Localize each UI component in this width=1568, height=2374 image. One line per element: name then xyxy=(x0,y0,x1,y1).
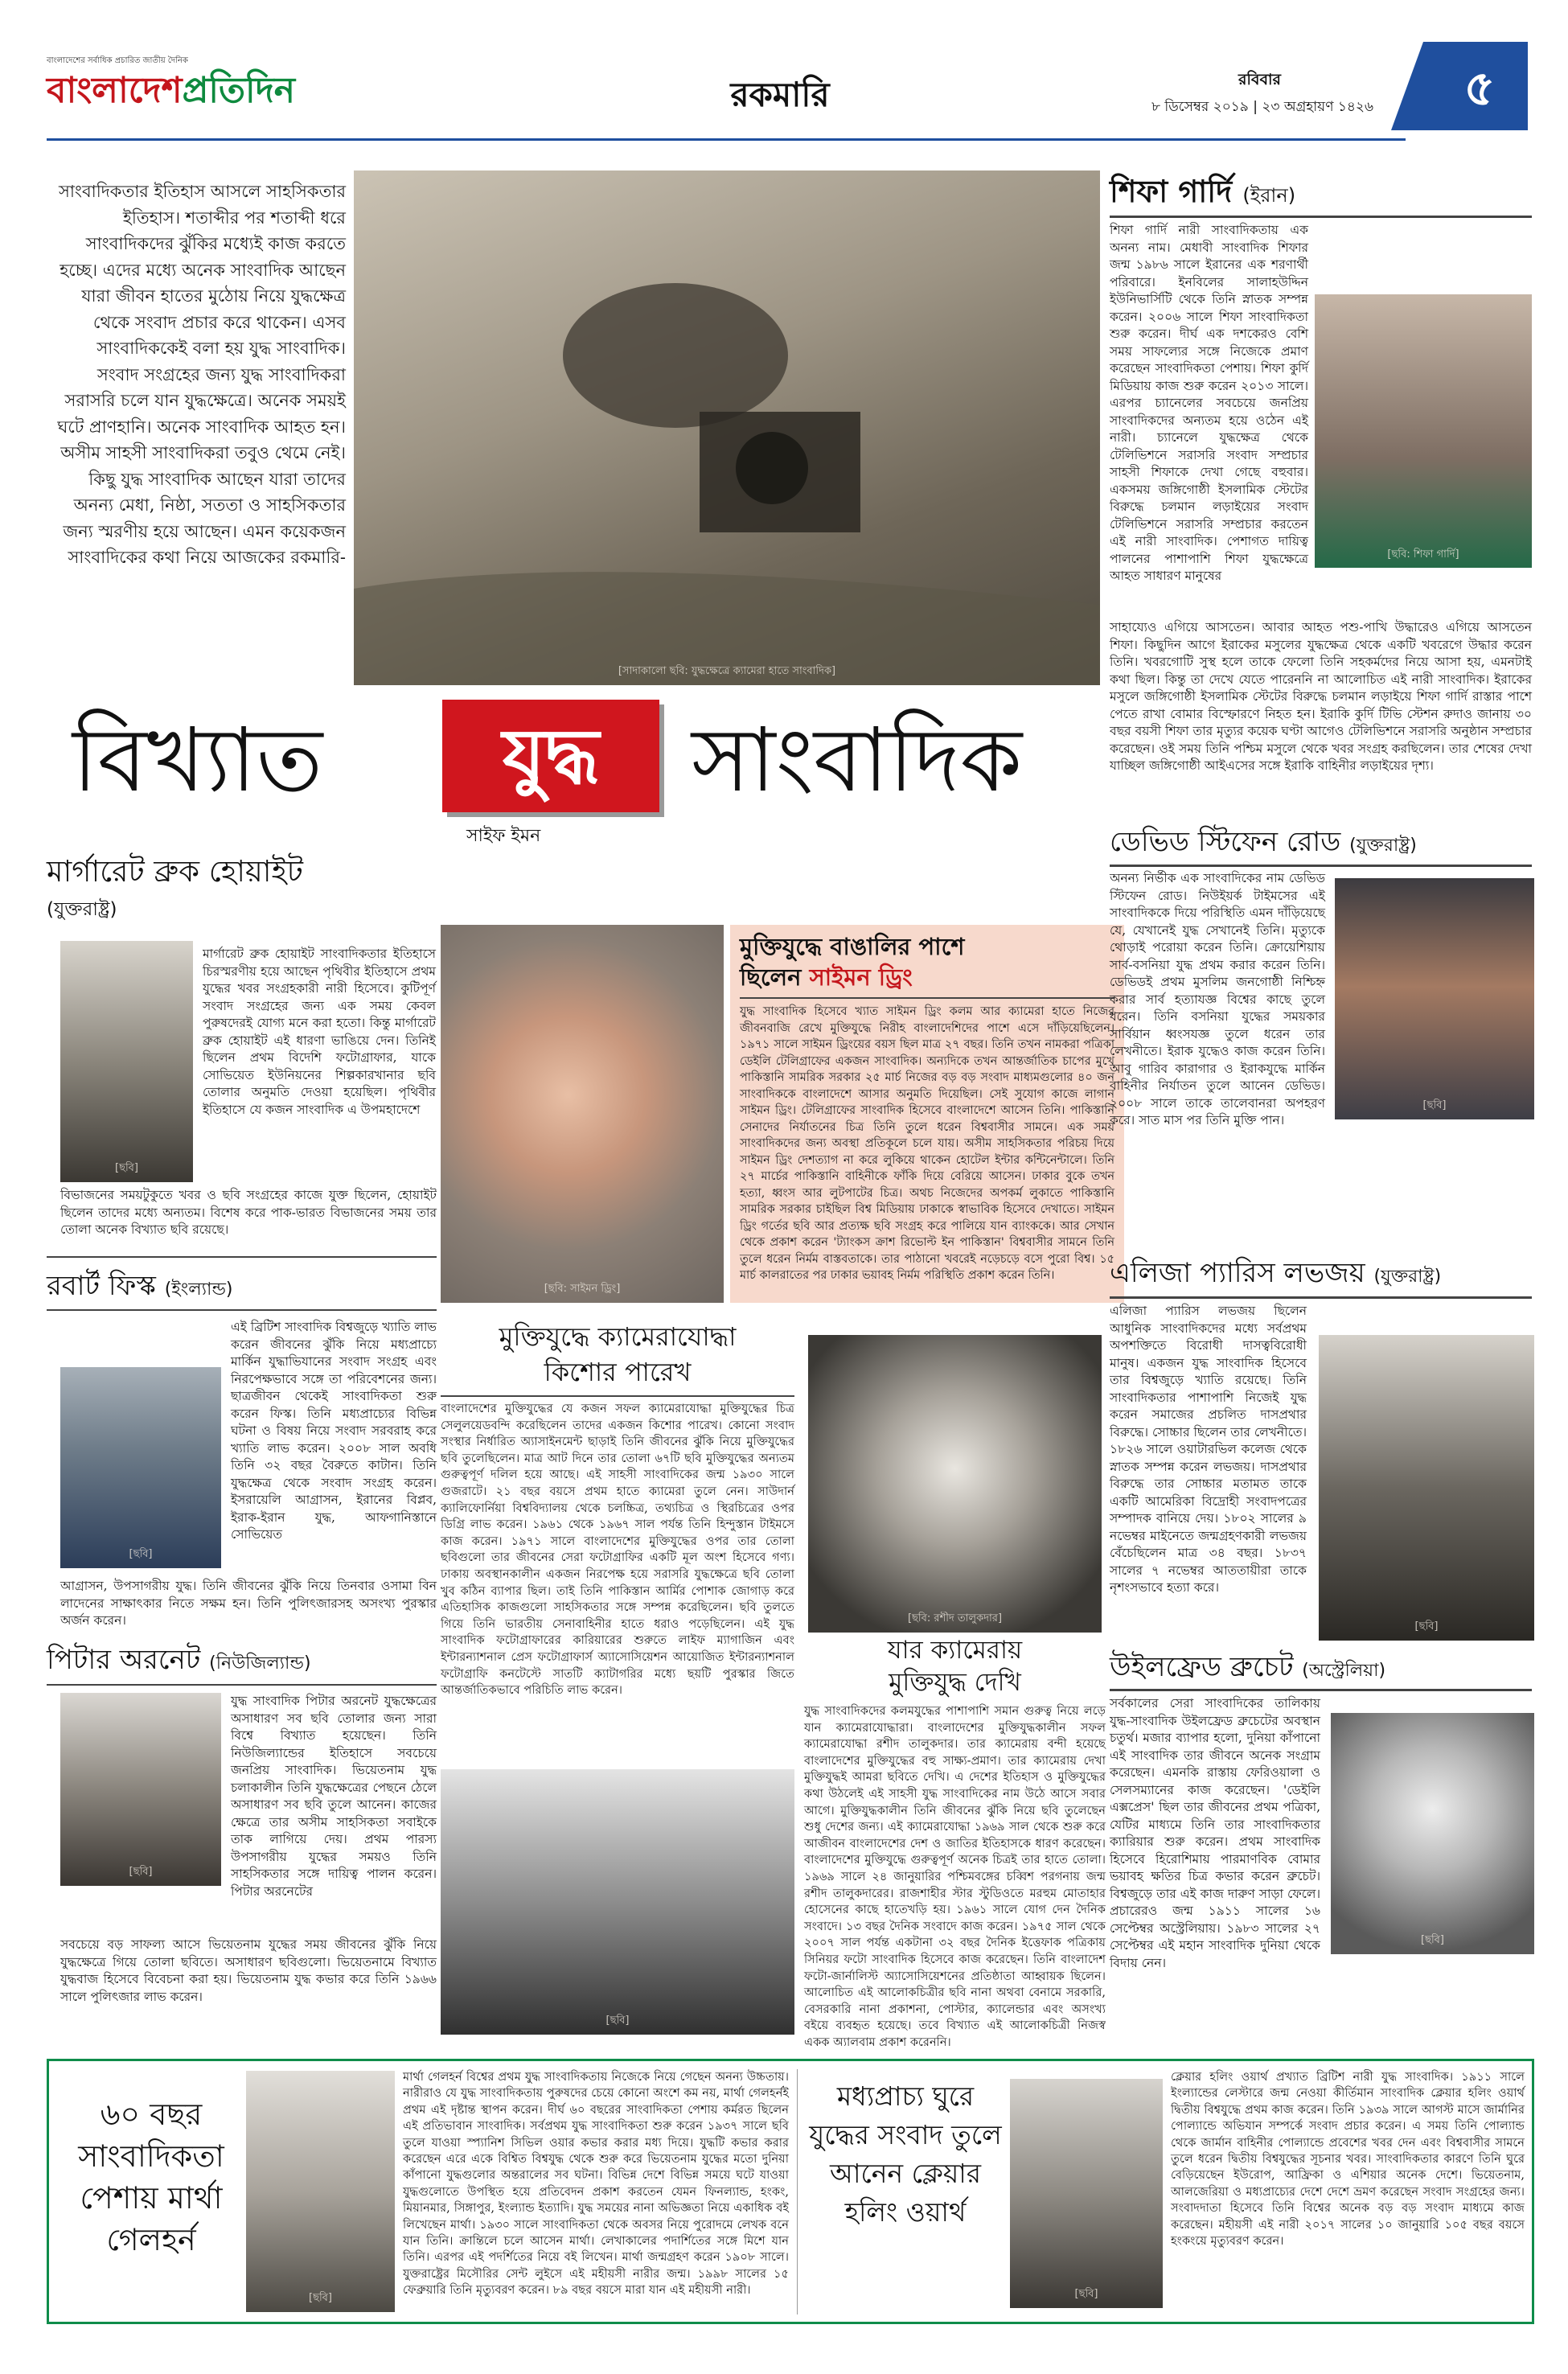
shifa-heading-rule xyxy=(1110,216,1532,218)
simon-heading-1: মুক্তিযুদ্ধে বাঙালির পাশে xyxy=(740,933,965,960)
eliza-photo-label: [ছবি] xyxy=(1414,1620,1439,1633)
simon-text: যুদ্ধ সাংবাদিক হিসেবে খ্যাত সাইমন ড্রিং কলম আর ক্যামেরা হাতে নিজের জীবনবাজি রেখে মুক্তিযুদ্ধে নিরীহ বাংলাদেশিদের পাশে এসে দাঁড়িয়েছিলেন। ১৯৭১ সালে সাইমন ড্রিংয়ের বয়স ছিল মাত্র ২৭ বছর। তিনি তখন নামকরা পত্রিকা ডেইলি টেলিগ্রাফের একজন সাংবাদিক। অন্যদিকে তখন আন্তর্জাতিক চাপের মুখে পাকিস্তানি সামরিক সরকার ২৫ মার্চ নিজের বড় বড় সংবাদ মাধ্যমগুলোর ৪০ জন সাংবাদিককে বাংলাদেশে আসার অনুমতি দিয়েছিল। সেই সুযোগ কাজে লাগান সাইমন ড্রিং। টেলিগ্রাফের সাংবাদিক হিসেবে বাংলাদেশে আসেন তিনি। পাকিস্তানি সেনাদের নির্যাতনের চিত্র তিনি তুলে ধরেন বিশ্ববাসীর সামনে। এক সময় সাংবাদিকদের জন্য অবস্থা প্রতিকূলে চলে যায়। অসীম সাহসিকতার পরিচয় দিয়ে সাইমন ড্রিং দেশত্যাগ না করে লুকিয়ে থাকেন হোটেল ইন্টার কন্টিনেন্টালে। তিনি ২৭ মার্চের পাকিস্তানি বাহিনীকে ফাঁকি দিয়ে বেরিয়ে আসেন। ঢাকার বুকে তখন হত্যা, ধ্বংস আর লুটপাটের চিত্র। অথচ নিজেদের অপকর্ম লুকাতে পাকিস্তানি সামরিক সরকার চাইছিল বিশ্ব মিডিয়ায় ঢাকাকে স্বাভাবিক হিসেবে দেখাতে। সাইমন ড্রিং গর্তের ছবি আর প্রত্যক্ষ ছবি সংগ্রহ করে পালিয়ে যান ব্যাংককে। আর সেখান থেকে প্রকাশ করেন 'ট্যাংকস ক্রাশ রিভোল্ট ইন পাকিস্তান' বিশ্ববাসীর সামনে তিনি তুলে ধরেন নির্মম বাস্তবতাকে। তার পাঠানো খবরেই নড়েচড়ে বসে পুরো বিশ্ব। ১৫ মার্চ কালরাতের পর ঢাকার ভয়াবহ নির্মম পরিস্থিতি প্রকাশ করেন তিনি। xyxy=(740,1005,1114,1282)
war-photographer-illustration xyxy=(354,170,1100,685)
section-title: রকমারি xyxy=(730,75,830,114)
war-photographer-photo xyxy=(354,170,1100,685)
clare-photo xyxy=(1010,2079,1163,2308)
david-name: ডেভিড স্টিফেন রোড xyxy=(1110,826,1341,858)
peter-photo-label: [ছবি] xyxy=(129,1866,153,1878)
rashid-heading-2: মুক্তিযুদ্ধ দেখি xyxy=(889,1668,1021,1697)
masthead xyxy=(0,0,1568,145)
margaret-photo xyxy=(60,941,193,1182)
shifa-photo-label: [ছবি: শিফা গার্দি] xyxy=(1387,548,1459,561)
simon-heading-name: সাইমন ড্রিং xyxy=(809,963,913,991)
robert-country: (ইংল্যান্ড) xyxy=(164,1279,233,1300)
margaret-text-1: মার্গারেট ব্রুক হোয়াইট সাংবাদিকতার ইতিহাসে চিরস্মরণীয় হয়ে আছেন পৃথিবীর ইতিহাসে প্রথম যুদ্ধের খবর সংগ্রহকারী নারী হিসেবে। কুটিপূর্ণ সংবাদ সংগ্রহের জন্য এক সময় কেবল পুরুষদেরই যোগ্য মনে করা হতো। কিন্তু মার্গারেট ব্রুক হোয়াইট এই ধারণা ভাঙিয়ে দেন। তিনিই ছিলেন প্রথম বিদেশি ফটোগ্রাফার, যাকে সোভিয়েত ইউনিয়নের শিল্পকারখানার ছবি তোলার অনুমতি দেওয়া হয়েছিল। পৃথিবীর ইতিহাসে যে কজন সাংবাদিক এ উপমহাদেশে xyxy=(203,947,436,1117)
main-title-right: সাংবাদিক xyxy=(692,709,1023,811)
page-number: ৫ xyxy=(1463,60,1496,117)
peter-text-2: সবচেয়ে বড় সাফল্য আসে ভিয়েতনাম যুদ্ধের সময় জীবনের ঝুঁকি নিয়ে যুদ্ধক্ষেত্রে গিয়ে তোলা ছবিতে। অসাধারণ ছবিগুলো। ভিয়েতনামে বিখ্যাত যুদ্ধবাজ হিসেবে বিবেচনা করা হয়। ভিয়েতনাম যুদ্ধ কভার করে তিনি ১৯৬৬ সালে পুলিৎজার লাভ করেন। xyxy=(60,1937,437,2004)
margaret-text-2: বিভাজনের সময়টুকুতে খবর ও ছবি সংগ্রহের কাজে যুক্ত ছিলেন, হোয়াইট ছিলেন তাদের মধ্যে অন্যতম। বিশেষ করে পাক-ভারত বিভাজনের সময় তার তোলা অনেক বিখ্যাত ছবি রয়েছে। xyxy=(60,1188,437,1237)
martha-text: মার্থা গেলহর্ন বিশ্বের প্রথম যুদ্ধ সাংবাদিকতায় নিজেকে নিয়ে গেছেন অনন্য উচ্চতায়। নারীরাও যে যুদ্ধ সাংবাদিকতায় পুরুষদের চেয়ে কোনো অংশে কম নয়, মার্থা গেলহর্নই প্রথম এই দৃষ্টান্ত স্থাপন করেন। দীর্ঘ ৬০ বছরের সাংবাদিকতা পেশায় কর্মরত ছিলেন এই প্রতিভাবান সাংবাদিক। সর্বপ্রথম যুদ্ধ সাংবাদিকতা শুরু করেন ১৯৩৭ সালে ছবি তুলে যাওয়া স্প্যানিশ সিভিল ওয়ার কভার করার মধ্য দিয়ে। যুদ্ধটি কভার করার করেছেন এরে একে বিশ্বিত বিশ্বযুদ্ধ থেকে শুরু করে ভিয়েতনাম যুদ্ধের মতো দুনিয়া কাঁপানো যুদ্ধগুলোর অন্তরালের সব ঘটনা। বিভিন্ন দেশে বিভিন্ন সময়ে ঘটে যাওয়া যুদ্ধগুলোতে উপস্থিত হয়ে প্রতিবেদন প্রকাশ করতেন যেমন ফিনল্যান্ড, হংকং, মিয়ানমার, সিঙ্গাপুর, ইংল্যান্ড ইত্যাদি। যুদ্ধ সময়ের নানা অভিজ্ঞতা নিয়ে একাধিক বই লিখেছেন মার্থা। ১৯৩০ সালে সাংবাদিকতা থেকে অবসর নিয়ে পুরোদমে লেখক বনে যান তিনি। ক্রান্তিলে চলে আসেন মার্থা। লেখাকালের পদার্শিতের সঙ্গে মিশে যান তিনি। এরপর এই পদর্শিতের নিয়ে বই লিখেন। মার্থা জন্মগ্রহণ করেন ১৯০৮ সালে। যুক্তরাষ্ট্রের মিসৌরির সেন্ট লুইসে এই মহীয়সী নারীর জন্ম। ১৯৯৮ সালের ১৫ ফেব্রুয়ারি তিনি মৃত্যুবরণ করেন। ৮৯ বছর বয়সে মারা যান এই মহীয়সী নারী। xyxy=(403,2070,789,2298)
eliza-heading xyxy=(1110,1253,1560,1297)
eliza-country: (যুক্তরাষ্ট্র) xyxy=(1373,1267,1442,1287)
david-photo-label: [ছবি] xyxy=(1422,1099,1447,1111)
simon-heading-rule xyxy=(740,997,1114,999)
shifa-name: শিফা গার্দি xyxy=(1110,174,1233,209)
main-title xyxy=(40,700,1118,820)
robert-text-2: আগ্রাসন, উপসাগরীয় যুদ্ধ। তিনি জীবনের ঝুঁকি নিয়ে তিনবার ওসামা বিন লাদেনের সাক্ষাৎকার নিতে সক্ষম হন। তিনি পুলিৎজারসহ অসংখ্য পুরস্কার অর্জন করেন। xyxy=(60,1579,437,1628)
robert-heading-rule xyxy=(47,1309,437,1311)
martha-photo xyxy=(246,2071,395,2312)
simon-photo xyxy=(441,925,724,1303)
rashid-heading-1: যার ক্যামেরায় xyxy=(887,1636,1023,1665)
robert-photo xyxy=(60,1367,221,1568)
margaret-photo-label: [ছবি] xyxy=(115,1162,138,1174)
david-heading xyxy=(1110,822,1560,866)
masthead-rule xyxy=(47,138,1406,141)
rashid-photo xyxy=(808,1335,1102,1633)
peter-heading-rule xyxy=(47,1684,437,1686)
kishore-text: বাংলাদেশের মুক্তিযুদ্ধের যে কজন সফল ক্যামেরাযোদ্ধা মুক্তিযুদ্ধের চিত্র সেলুলয়েডবন্দি করেছিলেন তাদের একজন কিশোর পারেখ। কোনো সংবাদ সংস্থার নির্ধারিত অ্যাসাইনমেন্ট ছাড়াই তিনি জীবনের ঝুঁকি নিয়ে মুক্তিযুদ্ধের ছবি তুলেছিলেন। মাত্র আট দিনে তার তোলা ৬৭টি ছবি মুক্তিযুদ্ধের অন্যতম গুরুত্বপূর্ণ দলিল হয়ে আছে। এই সাহসী সাংবাদিকের জন্ম ১৯৩০ সালে গুজরাটে। ২১ বছর বয়সে প্রথম হাতে ক্যামেরা তুলে নেন। সাউদার্ন ক্যালিফোর্নিয়া বিশ্ববিদ্যালয় থেকে চলচ্চিত্র, তথ্যচিত্র ও স্থিরচিত্রের ওপর ডিগ্রি লাভ করেন। ১৯৬১ থেকে ১৯৬৭ সাল পর্যন্ত তিনি হিন্দুস্তান টাইমসে কাজ করেন। ১৯৭১ সালে বাংলাদেশের মুক্তিযুদ্ধের ওপর তার তোলা ছবিগুলো তার জীবনের সেরা ফটোগ্রাফির একটি মূল অংশ হিসেবে গণ্য। ঢাকায় অবস্থানকালীন একজন নিরপেক্ষ হয়ে সরাসরি যুদ্ধক্ষেত্রে ছবি তোলা খুব কঠিন ব্যাপার ছিল। তাই তিনি পাকিস্তান আর্মির পোশাক জোগাড় করে এতিহাসিক কাজগুলো সাহসিকতার সঙ্গে সম্পন্ন করেছিলেন। ছবি তুলতে গিয়ে তিনি ভারতীয় সেনাবাহিনীর হাতে ধরাও পড়েছিলেন। এই যুদ্ধ সাংবাদিক ফটোগ্রাফারের কারিয়ারের শুরুতে লাইফ ম্যাগাজিন এবং ইন্টারন্যাশনাল প্রেস ফটোগ্রাফার্স অ্যাসোসিয়েশন আয়োজিত ইন্টারন্যাশনাল ফটোগ্রাফি কনটেস্টে সাতটি ক্যাটাগরির মধ্যে ছয়টি পুরস্কার জিতে আন্তর্জাতিকভাবে পরিচিতি লাভ করেন। xyxy=(441,1402,794,1698)
simon-heading-2: ছিলেন xyxy=(740,963,802,991)
shifa-text-2: সাহায্যেও এগিয়ে আসতেন। আবার আহত পশু-পাখি উদ্ধারেও এগিয়ে আসতেন শিফা। কিছুদিন আগে ইরাকের মসুলের যুদ্ধক্ষেত্র থেকে একটি খবরেগে উদ্ধার করেন তিনি। খবরগোটি সুস্থ হলে তাকে ফেলো তিনি সহকর্মদের নিয়ে আসা হয়, এমনটাই কথা ছিল। কিন্তু তা দেখে যেতে পারেননি না আলোচিত এই নারী সাংবাদিক। ইরাকের মসুলে জঙ্গিগোষ্ঠী ইসলামিক স্টেটের বিরুদ্ধে চলমান লড়াইয়ে শিফা গার্দি রাস্তার পাশে পেতে রাখা বোমার বিস্ফোরণে নিহত হন। ইরাকি কুর্দি টিভি স্টেশন রুদাও জানায় ৩০ বছর বয়সী শিফা তার মৃত্যুর কয়েক ঘণ্টা আগেও টেলিভিশনে সরাসরি অনুষ্ঠান সম্প্রচার করেছেন। ওই সময় তিনি পশ্চিম মসুলে থেকে খবর সংগ্রহ করছিলেন। তার শেষের দেখা যাচ্ছিল জঙ্গিগোষ্ঠী আইএসের সঙ্গে ইরাকি বাহিনীর লড়াইয়ের দৃশ্য। xyxy=(1110,620,1532,773)
eliza-photo xyxy=(1319,1335,1534,1641)
rashid-photo-label: [ছবি: রশীদ তালুকদার] xyxy=(907,1612,1003,1624)
rashid-heading xyxy=(808,1634,1102,1698)
clare-heading: মধ্যপ্রাচ্য ঘুরে যুদ্ধের সংবাদ তুলে আনেন ক্লেয়ার হলিং ওয়ার্থ xyxy=(809,2080,1002,2228)
david-photo xyxy=(1335,878,1534,1119)
clare-text: ক্লেয়ার হলিং ওয়ার্থ প্রখ্যাত ব্রিটিশ নারী যুদ্ধ সাংবাদিক। ১৯১১ সালে ইংল্যান্ডের লেস্টারে জন্ম নেওয়া কীর্তিমান সাংবাদিক ক্লেয়ার হলিং ওয়ার্থ দ্বিতীয় বিশ্বযুদ্ধে প্রথম কাজ করেন। তিনি ১৯৩৯ সালে আগস্ট মাসে জার্মানির পোল্যান্ডে অভিযান সম্পর্কে সংবাদ প্রচার করেন। এ সময় তিনি পোল্যান্ড থেকে জার্মান বাহিনীর পোল্যান্ডে প্রবেশের খবর দেন এবং বিশ্ববাসীর সামনে তুলে ধরেন দ্বিতীয় বিশ্বযুদ্ধের সূচনার খবর। সাংবাদিকতার কারণে তিনি ঘুরে বেড়িয়েছেন ইউরোপ, আফ্রিকা ও এশিয়ার অনেক দেশে। ভিয়েতনাম, আলজেরিয়া ও মধ্যপ্রাচ্যের দেশে দেশে ভ্রমণ করেছেন সংবাদ সংগ্রহের জন্য। সংবাদদাতা হিসেবে তিনি বিশ্বের অনেক বড় বড় সংবাদ মাধ্যমে কাজ করেছেন। মহীয়সী এই নারী ২০১৭ সালের ১০ জানুয়ারি ১০৫ বছর বয়সে হংকংয়ে মৃত্যুবরণ করেন। xyxy=(1171,2070,1525,2249)
intro-text: সাংবাদিকতার ইতিহাস আসলে সাহসিকতার ইতিহাস। শতাব্দীর পর শতাব্দী ধরে সাংবাদিকদের ঝুঁকির মধ্যেই কাজ করতে হচ্ছে। এদের মধ্যে অনেক সাংবাদিক আছেন যারা জীবন হাতের মুঠোয় নিয়ে যুদ্ধক্ষেত্র থেকে সংবাদ প্রচার করে থাকেন। এসব সাংবাদিককেই বলা হয় যুদ্ধ সাংবাদিক। সংবাদ সংগ্রহের জন্য যুদ্ধ সাংবাদিকরা সরাসরি চলে যান যুদ্ধক্ষেত্রে। অনেক সময়ই ঘটে প্রাণহানি। অনেক সাংবাদিক আহত হন। অসীম সাহসী সাংবাদিকরা তবুও থেমে নেই। কিছু যুদ্ধ সাংবাদিক আছেন যারা তাদের অনন্য মেধা, নিষ্ঠা, সততা ও সাহসিকতার জন্য স্মরণীয় হয়ে আছেন। এমন কয়েকজন সাংবাদিকের কথা নিয়ে আজকের রকমারি- xyxy=(57,182,346,567)
kishore-photo-label: [ছবি] xyxy=(605,2015,630,2027)
david-text: অনন্য নির্ভীক এক সাংবাদিকের নাম ডেভিড স্টিফেন রোড। নিউইয়র্ক টাইমসের এই সাংবাদিককে দিয়ে পরিস্থিতি এমন দাঁড়িয়েছে যে, যেখানেই যুদ্ধ সেখানেই তিনি। মৃত্যুকে থোড়াই পরোয়া করেন তিনি। ক্রোয়েশিয়ায় সার্ব-বসনিয়া যুদ্ধ প্রথম করার করেন তিনি। ডেভিডই প্রথম মুসলিম জনগোষ্ঠী নিশ্চিহ্ন করার সার্ব হত্যাযজ্ঞ বিশ্বের কাছে তুলে ধরেন। তিনি বসনিয়া যুদ্ধের সময়কার সার্বিয়ান ধ্বংসযজ্ঞ তুলে ধরেন তার লেখনীতে। ইরাক যুদ্ধেও কাজ করেন তিনি। আবু গারিব কারাগার ও ইরাকযুদ্ধে মার্কিন বাহিনীর নির্যাতন তুলে আনেন ডেভিড। ২০০৮ সালে তাকে তালেবানরা অপহরণ করে। সাত মাস পর তিনি মুক্তি পান। xyxy=(1110,871,1325,1127)
kishore-heading-rule xyxy=(441,1395,794,1397)
shifa-photo xyxy=(1315,294,1532,568)
margaret-name: মার্গারেট ব্রুক হোয়াইট xyxy=(47,854,303,889)
wilfred-photo xyxy=(1331,1713,1534,1954)
day-label: রবিবার xyxy=(1238,71,1281,88)
logo[interactable] xyxy=(47,55,312,135)
wilfred-photo-label: [ছবি] xyxy=(1421,1934,1444,1946)
logo-part2: প্রতিদিন xyxy=(182,70,295,111)
peter-heading xyxy=(47,1641,449,1683)
date-label: ৮ ডিসেম্বর ২০১৯ | ২৩ অগ্রহায়ণ ১৪২৬ xyxy=(1151,99,1374,115)
martha-heading: ৬০ বছর সাংবাদিকতা পেশায় মার্থা গেলহর্ন xyxy=(78,2097,224,2257)
wilfred-heading-rule xyxy=(1110,1689,1532,1691)
simon-heading xyxy=(740,931,1114,992)
rashid-text: যুদ্ধ সাংবাদিকদের কলমযুদ্ধের পাশাপাশি সমান গুরুত্ব নিয়ে লড়ে যান ক্যামেরাযোদ্ধারা। বাংলাদেশের মুক্তিযুদ্ধকালীন সফল ক্যামেরাযোদ্ধা রশীদ তালুকদার। তার ক্যামেরায় বন্দী হয়েছে বাংলাদেশের মুক্তিযুদ্ধের বহু সাক্ষ্য-প্রমাণ। তার ক্যামেরায় দেখা মুক্তিযুদ্ধই আমরা ছবিতে দেখি। এ দেশের ইতিহাস ও মুক্তিযুদ্ধের কথা উঠলেই এই সাহসী যুদ্ধ সাংবাদিকের নাম উঠে আসে সবার আগে। মুক্তিযুদ্ধকালীন তিনি জীবনের ঝুঁকি নিয়ে ছবি তুলেছেন শুধু দেশের জন্য। এই ক্যামেরাযোদ্ধা ১৯৬৯ সাল থেকে শুরু করে আজীবন বাংলাদেশের দেশ ও জাতির ইতিহাসকে ধারণ করেছেন। বাংলাদেশের মুক্তিযুদ্ধে গুরুত্বপূর্ণ অনেক চিত্রই তার হাতে তোলা। ১৯৬৯ সালে ২৪ জানুয়ারির পশ্চিমবঙ্গের চব্বিশ পরগনায় জন্ম রশীদ তালুকদারের। রাজশাহীর স্টার স্টুডিওতে মরহুম মোতাহার হোসেনের কাছে হাতেখড়ি হয়। ১৯৬১ সালে যোগ দেন দৈনিক সংবাদে। ১৩ বছর দৈনিক সংবাদে কাজ করেন। ১৯৭৫ সাল থেকে ২০০৭ সাল পর্যন্ত একটানা ৩২ বছর দৈনিক ইত্তেফাক পত্রিকায় সিনিয়র ফটো সাংবাদিক হিসেবে কাজ করেছেন। তিনি বাংলাদেশ ফটো-জার্নালিস্ট অ্যাসোসিয়েশনের প্রতিষ্ঠাতা আহ্বায়ক ছিলেন। আলোচিত এই আলোকচিত্রীর ছবি নানা অথবা বেনামে সরকারি, বেসরকারি নানা প্রকাশনা, পোস্টার, ক্যালেন্ডার এবং অসংখ্য বইয়ে ব্যবহৃত হয়েছে। তবে বিখ্যাত এই আলোকচিত্রী নিজস্ব একক অ্যালবাম প্রকাশ করেননি। xyxy=(804,1704,1106,2049)
shifa-heading xyxy=(1110,170,1560,216)
david-country: (যুক্তরাষ্ট্র) xyxy=(1349,836,1417,856)
byline: সাইফ ইমন xyxy=(466,826,541,846)
logo-part1: বাংলাদেশ xyxy=(47,70,183,111)
wilfred-country: (অস্ট্রেলিয়া) xyxy=(1302,1661,1386,1681)
main-title-left: বিখ্যাত xyxy=(72,709,323,811)
bottom-box xyxy=(47,2059,1534,2324)
main-title-box xyxy=(442,700,659,812)
peter-country: (নিউজিল্যান্ড) xyxy=(209,1653,311,1674)
eliza-text: এলিজা প্যারিস লভজয় ছিলেন আধুনিক সাংবাদিকদের মধ্যে সর্বপ্রথম অপশক্তিতে বিরোধী দাসত্ববিরোধী মানুষ। একজন যুদ্ধ সাংবাদিক হিসেবে তার বিশ্বজুড়ে খ্যাতি রয়েছে। তিনি সাংবাদিকতার পাশাপাশি নিজেই যুদ্ধ করেন সমাজের প্রচলিত দাসপ্রথার বিরুদ্ধে। সোচ্চার ছিলেন তার লেখনীতে। ১৮২৬ সালে ওয়াটারভিল কলেজ থেকে স্নাতক সম্পন্ন করেন লভজয়। দাসপ্রথার বিরুদ্ধে তার সোচ্চার মতামত তাকে একটি আমেরিকা বিদ্রোহী সংবাদপত্রের সম্পাদক বানিয়ে দেয়। ১৮০২ সালের ৯ নভেম্বর মাইনেতে জন্মগ্রহণকারী লভজয় বেঁচেছিলেন মাত্র ৩৪ বছর। ১৮৩৭ সালের ৭ নভেম্বর আততায়ীরা তাকে নৃশংসভাবে হত্যা করে। xyxy=(1110,1304,1307,1595)
kishore-photo xyxy=(441,1769,794,2035)
martha-photo-label: [ছবি] xyxy=(309,2292,332,2304)
margaret-rule xyxy=(47,1256,437,1258)
robert-text-1: এই ব্রিটিশ সাংবাদিক বিশ্বজুড়ে খ্যাতি লাভ করেন জীবনের ঝুঁকি নিয়ে মধ্যপ্রাচ্যে মার্কিন যুদ্ধাভিযানের সংবাদ সংগ্রহ এবং নিরপেক্ষভাবে সঙ্গে তা পরিবেশনের জন্য। ছাত্রজীবন থেকেই সাংবাদিকতা শুরু করেন ফিস্ক। তিনি মধ্যপ্রাচ্যের বিভিন্ন ঘটনা ও বিষয় নিয়ে সংবাদ সরবরাহ করে খ্যাতি লাভ করেন। ২০০৮ সাল অবধি তিনি ৩২ বছর বৈরুতে কাটান। তিনি যুদ্ধক্ষেত্র থেকে সংবাদ সংগ্রহ করেন। ইসরায়েলি আগ্রাসন, ইরানের বিপ্লব, ইরাক-ইরান যুদ্ধ, আফগানিস্তানে সোভিয়েত xyxy=(231,1320,437,1542)
shifa-text-1 xyxy=(1110,222,1532,616)
robert-heading xyxy=(47,1267,449,1309)
wilfred-text: সর্বকালের সেরা সাংবাদিকের তালিকায় যুদ্ধ-সাংবাদিক উইলফ্রেড ব্রুচেটের অবস্থান চতুর্থ। মজার ব্যাপার হলো, দুনিয়া কাঁপানো এই সাংবাদিক তার জীবনে অনেক সংগ্রাম করেছেন। এমনকি রাস্তায় ফেরিওয়ালা ও সেলসম্যানের কাজ করেছেন। 'ডেইলি এক্সপ্রেস' ছিল তার জীবনের প্রথম পত্রিকা, যেটির মাধ্যমে তিনি তার সাংবাদিকতার ক্যারিয়ার শুরু করেন। প্রথম সাংবাদিক হিসেবে হিরোশিমায় পারমাণবিক বোমার ভয়াবহ ক্ষতির চিত্র কভার করেন ব্রুচেট। বিশ্বজুড়ে তার এই কাজ দারুণ সাড়া ফেলে। প্রচারেরও জন্ম ১৯১১ সালের ১৬ সেপ্টেম্বর অস্ট্রেলিয়ায়। ১৯৮৩ সালের ২৭ সেপ্টেম্বর এই মহান সাংবাদিক দুনিয়া থেকে বিদায় নেন। xyxy=(1110,1696,1320,1970)
robert-photo-label: [ছবি] xyxy=(129,1548,153,1560)
peter-text-1: যুদ্ধ সাংবাদিক পিটার অরনেট যুদ্ধক্ষেত্রের অসাধারণ সব ছবি তোলার জন্য সারা বিশ্বে বিখ্যাত হয়েছেন। তিনি নিউজিল্যান্ডের ইতিহাসে সবচেয়ে জনপ্রিয় সাংবাদিক। ভিয়েতনাম যুদ্ধ চলাকালীন তিনি যুদ্ধক্ষেত্রের পেছনে ঠেলে অসাধারণ সব ছবি তুলে আনেন। কাজের ক্ষেত্রে তার অসীম সাহসিকতা সবাইকে তাক লাগিয়ে দেয়। প্রথম পারস্য উপসাগরীয় যুদ্ধের সময়ও তিনি সাহসিকতার সঙ্গে দায়িত্ব পালন করেন। পিটার অরনেটের xyxy=(231,1694,437,1899)
main-title-middle: যুদ্ধ xyxy=(502,713,600,799)
kishore-heading xyxy=(441,1319,794,1390)
margaret-country: (যুক্তরাষ্ট্র) xyxy=(47,899,117,920)
eliza-name: এলিজা প্যারিস লভজয় xyxy=(1110,1257,1365,1289)
logo-tagline: বাংলাদেশের সর্বাধিক প্রচারিত জাতীয় দৈনিক xyxy=(47,56,188,65)
simon-photo-label: [ছবি: সাইমন ড্রিং] xyxy=(544,1283,621,1295)
war-photographer-photo-label: [সাদাকালো ছবি: যুদ্ধক্ষেত্রে ক্যামেরা হাতে সাংবাদিক] xyxy=(618,665,836,677)
eliza-heading-rule xyxy=(1110,1296,1532,1299)
bottom-divider xyxy=(797,2069,798,2314)
shifa-paragraph-1: শিফা গার্দি নারী সাংবাদিকতায় এক অনন্য নাম। মেধাবী সাংবাদিক শিফার জন্ম ১৯৮৬ সালে ইরানের এক শরণার্থী পরিবারে। ইনবিলের সালাহউদ্দিন ইউনিভার্সিটি থেকে তিনি স্নাতক সম্পন্ন করেন। ২০০৬ সালে শিফা সাংবাদিকতা শুরু করেন। দীর্ঘ এক দশকেরও বেশি সময় সাফল্যের সঙ্গে নিজেকে প্রমাণ করেছেন সাংবাদিকতা পেশায়। শিফা কুর্দি মিডিয়ায় কাজ শুরু করেন ২০১৩ সালে। এরপর চ্যানেলের সবচেয়ে জনপ্রিয় সাংবাদিকদের অন্যতম হয়ে ওঠেন এই নারী। চ্যানেলে যুদ্ধক্ষেত্র থেকে টেলিভিশনে সরাসরি সংবাদ সম্প্রচার সাহসী শিফাকে দেখা গেছে বহুবার। একসময় জঙ্গিগোষ্ঠী ইসলামিক স্টেটের বিরুদ্ধে চলমান লড়াইয়ের সংবাদ টেলিভিশনে সরাসরি সম্প্রচার করতেন এই নারী সাংবাদিক। পেশাগত দায়িত্ব পালনের পাশাপাশি শিফা যুদ্ধক্ষেত্রে আহত সাধারণ মানুষের xyxy=(1110,223,1308,583)
robert-name: রবার্ট ফিস্ক xyxy=(47,1270,156,1302)
david-heading-rule xyxy=(1110,865,1532,867)
shifa-country: (ইরান) xyxy=(1242,184,1296,207)
clare-photo-label: [ছবি] xyxy=(1074,2288,1098,2300)
kishore-heading-2: কিশোর পারেখ xyxy=(544,1357,692,1387)
simon-box xyxy=(730,925,1124,1303)
page-number-badge xyxy=(1391,42,1528,130)
wilfred-heading xyxy=(1110,1647,1560,1691)
wilfred-name: উইলফ্রেড ব্রুচেট xyxy=(1110,1651,1294,1683)
kishore-heading-1: মুক্তিযুদ্ধে ক্যামেরাযোদ্ধা xyxy=(499,1321,737,1352)
peter-name: পিটার অরনেট xyxy=(47,1644,201,1676)
peter-photo xyxy=(60,1693,221,1886)
